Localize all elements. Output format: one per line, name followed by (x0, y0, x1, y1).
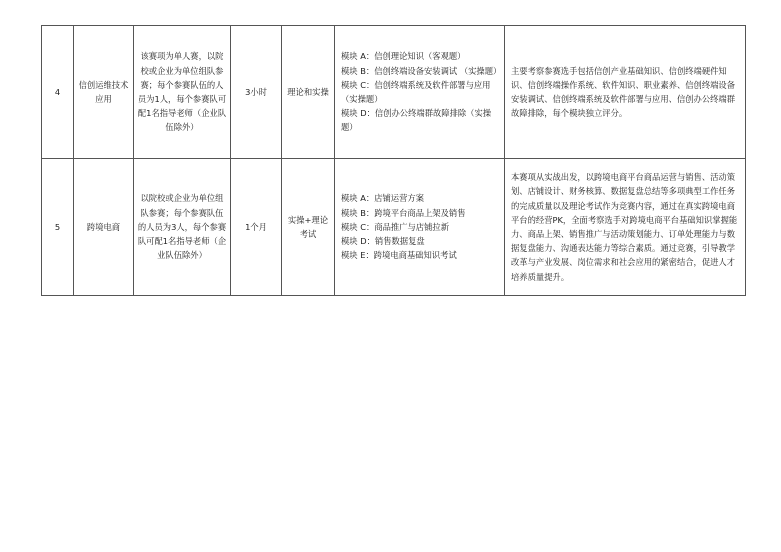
description-cell: 本赛项从实战出发，以跨境电商平台商品运营与销售、活动策划、店铺设计、财务核算、数据复盘总结等多项典型工作任务的完成质量以及理论考试作为竞赛内容，通过在真实跨境电商平台的经营PK，全面考察选手对跨境电商平台基础知识掌握能力、商品上架、销售推广与活动策划能力、订单处理能力与数据复盘能力、沟通表达能力等综合素质。通过竞赛，引导教学改革与产业发展、岗位需求和社会应用的紧密结合，促进人才培养质量提升。 (505, 159, 746, 296)
module-item: 模块 C：商品推广与店铺拉新 (341, 221, 449, 232)
format-cell: 理论和实操 (282, 26, 335, 159)
module-item: 模块 A：店铺运营方案 (341, 193, 424, 204)
competition-name-cell: 跨境电商 (74, 159, 134, 296)
row-number-cell: 4 (42, 26, 74, 159)
modules-cell (335, 159, 505, 296)
format-cell: 实操+理论考试 (282, 159, 335, 296)
participants-cell: 以院校或企业为单位组队参赛；每个参赛队伍的人员为3人，每个参赛队可配1名指导老师（企业队伍除外） (134, 159, 231, 296)
description-cell: 主要考察参赛选手包括信创产业基础知识、信创终端硬件知识、信创终端操作系统、软件知识、职业素养、信创终端设备安装调试、信创终端系统及软件部署与应用、信创办公终端群故障排除，每个模块独立评分。 (505, 26, 746, 159)
competition-name-cell: 信创运维技术应用 (74, 26, 134, 159)
competition-table (41, 25, 746, 296)
module-item: 模块 D：信创办公终端群故障排除（实操题） (341, 108, 492, 133)
module-item: 模块 B：信创终端设备安装调试 （实操题） (341, 65, 502, 76)
module-item: 模块 E：跨境电商基础知识考试 (341, 250, 457, 261)
row-number-cell: 5 (42, 159, 74, 296)
module-item: 模块 B：跨境平台商品上架及销售 (341, 207, 466, 218)
duration-cell: 3小时 (231, 26, 282, 159)
modules-cell (335, 26, 505, 159)
module-item: 模块 D：销售数据复盘 (341, 236, 425, 247)
module-item: 模块 C：信创终端系统及软件部署与应用（实操题） (341, 79, 491, 104)
table-row (42, 26, 746, 159)
duration-cell: 1个月 (231, 159, 282, 296)
module-item: 模块 A：信创理论知识（客观题） (341, 51, 466, 62)
table-row (42, 159, 746, 296)
participants-cell: 该赛项为单人赛，以院校或企业为单位组队参赛；每个参赛队伍的人员为1人，每个参赛队可配1名指导老师（企业队伍除外） (134, 26, 231, 159)
